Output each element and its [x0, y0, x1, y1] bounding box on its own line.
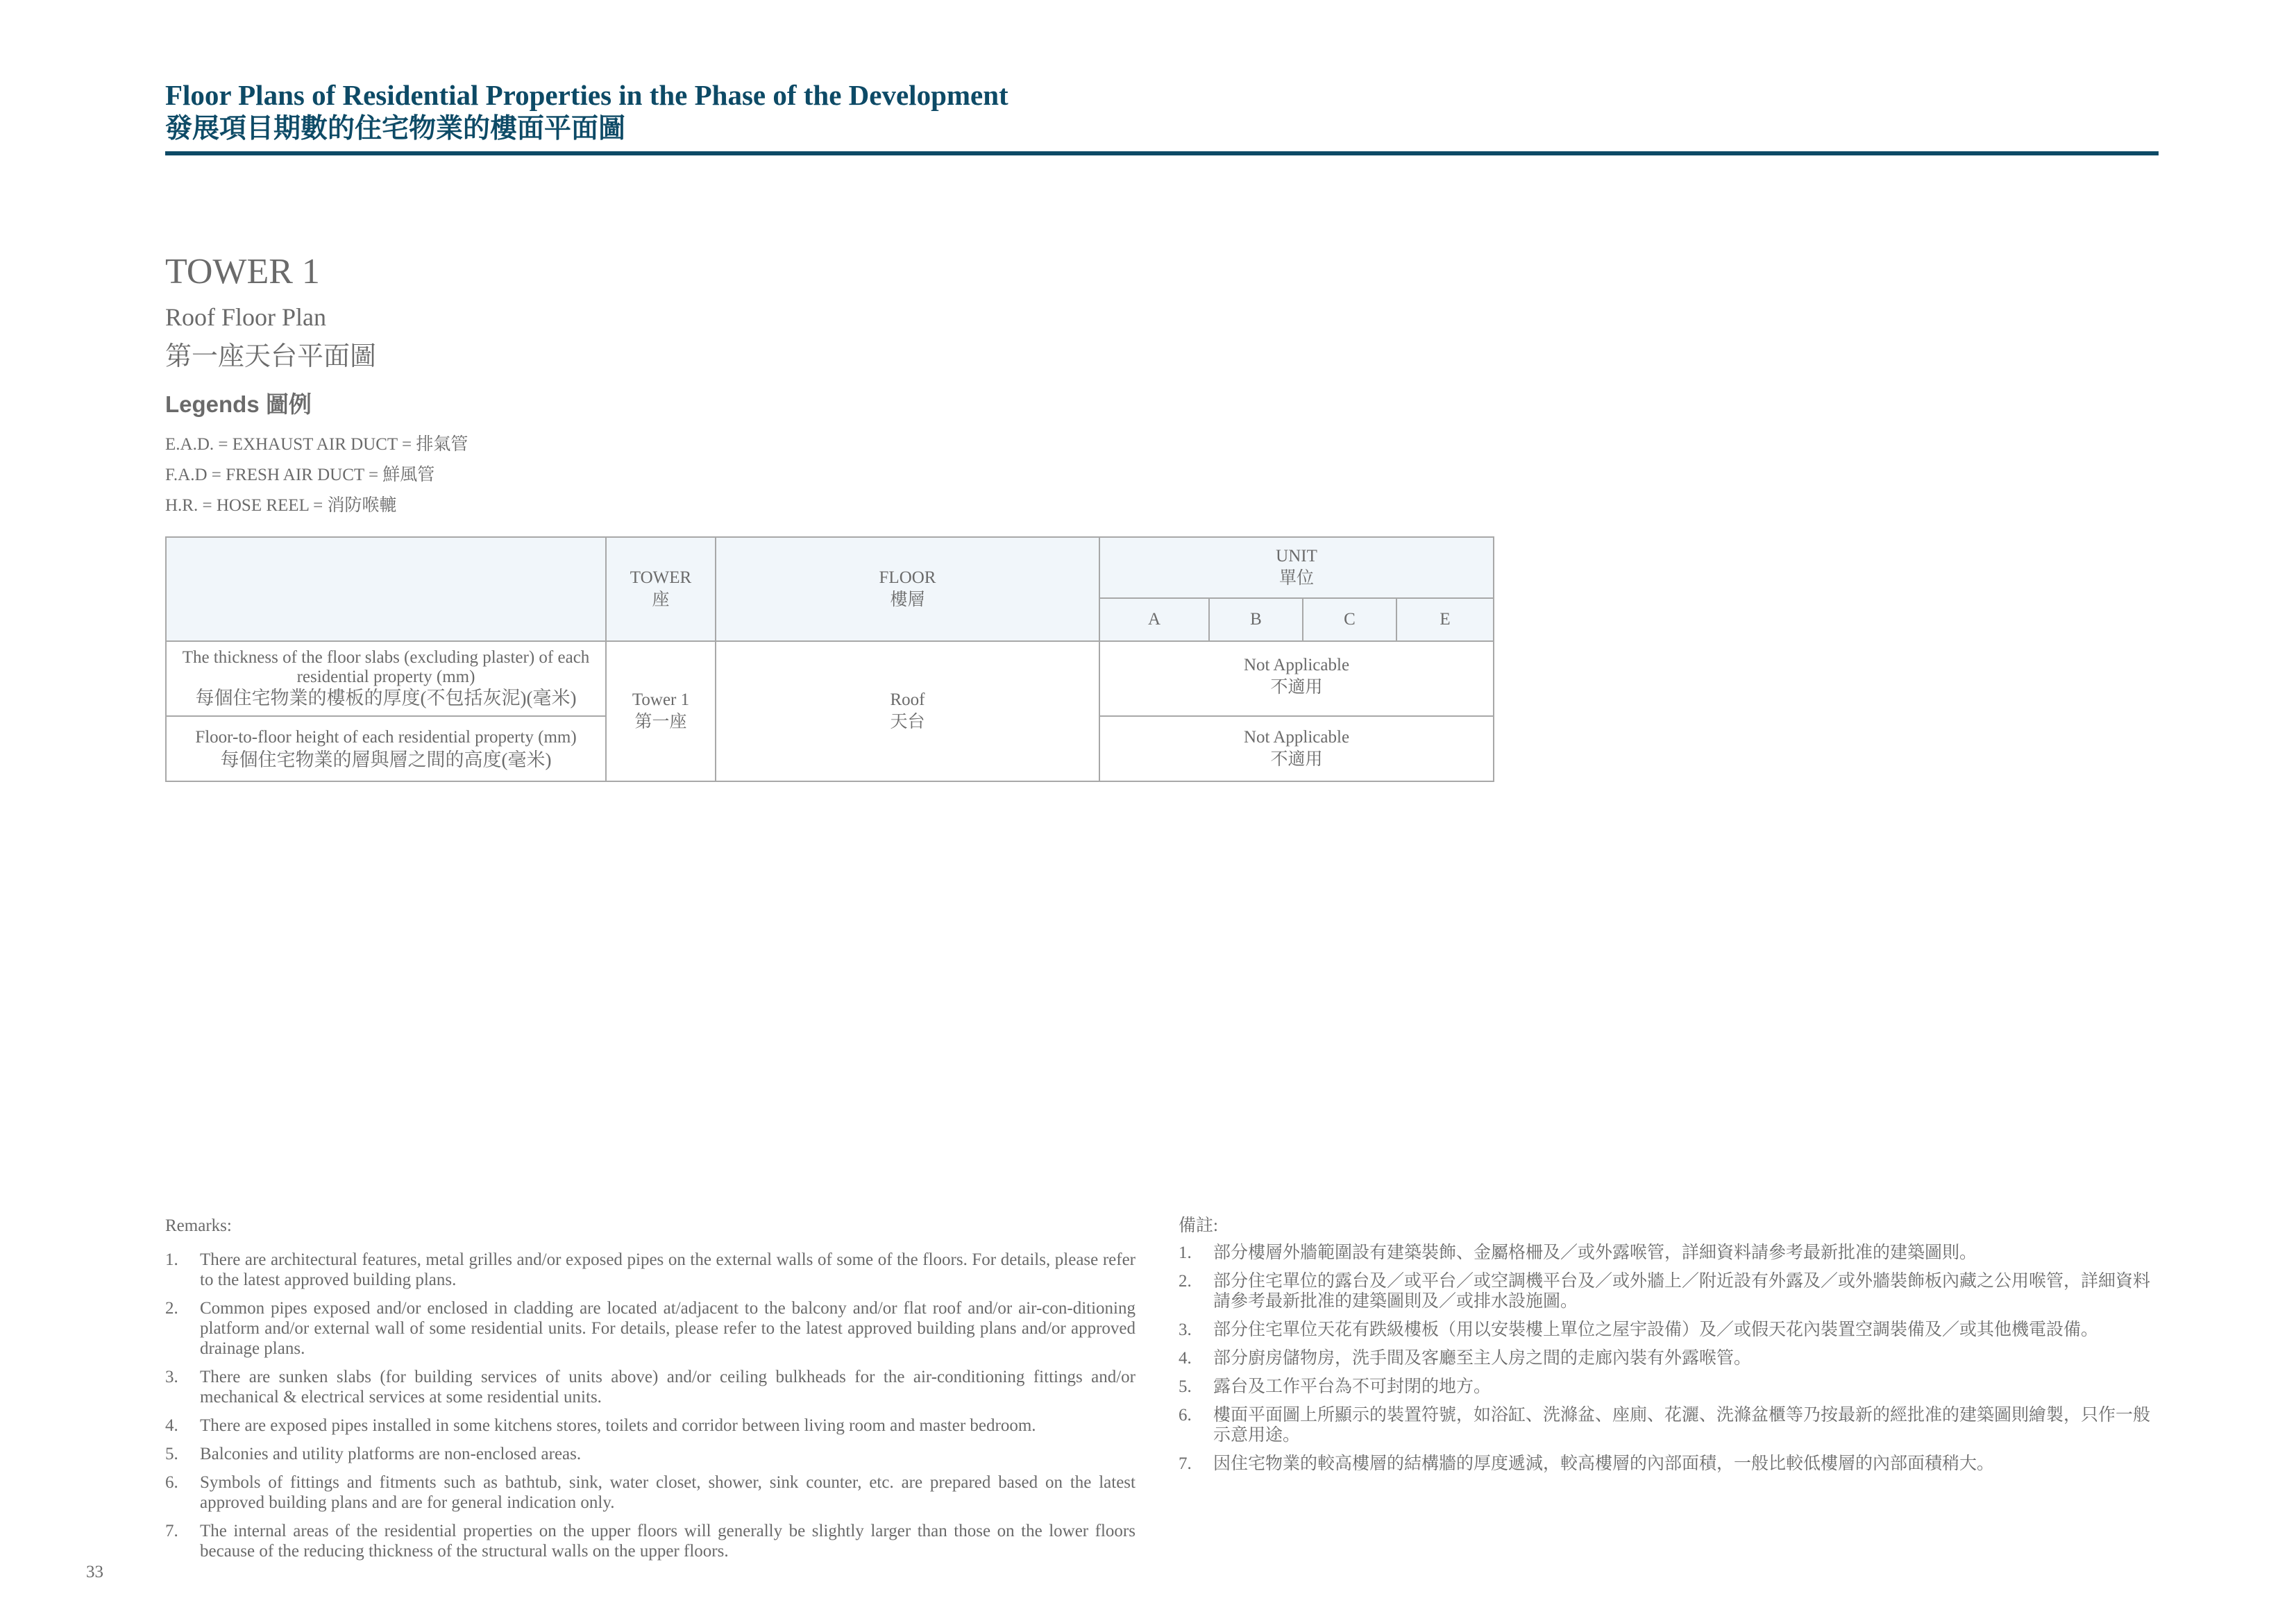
remark-item [165, 1416, 1136, 1436]
remark-item [165, 1250, 1136, 1290]
remark-number: 6. [1179, 1406, 1192, 1425]
remark-text: There are sunken slabs (for building services of units above) and/or ceiling bulkheads for the air-conditioning fittings and/or mechanical & electrical services at some residential units. [200, 1368, 1136, 1407]
remark-text: Symbols of fittings and fitments such as bathtub, sink, water closet, shower, sink counter, etc. are prepared based on the latest approved building plans and are for general indication only. [200, 1473, 1136, 1512]
tower-value-zh: 第一座 [634, 713, 687, 731]
remark-item [1179, 1243, 2159, 1263]
remark-text: 因住宅物業的較高樓層的結構牆的厚度遞減，較高樓層的內部面積，一般比較低樓層的內部面積稍大。 [1213, 1454, 1995, 1473]
header-title-zh: 發展項目期數的住宅物業的樓面平面圖 [165, 114, 626, 144]
value-en: Not Applicable [1243, 728, 1350, 747]
value-zh: 不適用 [1270, 750, 1323, 769]
floor-header-zh: 樓層 [890, 590, 925, 609]
remark-text: Balconies and utility platforms are non-enclosed areas. [200, 1445, 582, 1463]
remark-number: 1. [1179, 1243, 1192, 1262]
remarks-en [165, 1216, 1136, 1570]
table-header-tower [606, 537, 716, 641]
unit-header-en: UNIT [1276, 547, 1317, 566]
table-row [166, 641, 1494, 716]
tower-title: TOWER 1 [165, 252, 320, 291]
remark-item [1179, 1405, 2159, 1445]
remark-item [165, 1521, 1136, 1561]
row-label-en: Floor-to-floor height of each residential property (mm) [195, 728, 577, 747]
remark-text: There are architectural features, metal grilles and/or exposed pipes on the external walls of some of the floors. For details, please refer to the latest approved building plans. [200, 1250, 1136, 1289]
tower-cell [606, 641, 716, 781]
remark-number: 7. [1179, 1454, 1192, 1473]
remark-number: 2. [165, 1299, 178, 1318]
remarks-title-en: Remarks: [165, 1216, 232, 1235]
header-divider [165, 151, 2159, 155]
remark-text: 部分樓層外牆範圍設有建築裝飾、金屬格柵及／或外露喉管，詳細資料請參考最新批准的建築圖則。 [1213, 1243, 1977, 1262]
floor-spec-table [165, 536, 1494, 782]
header-title-en: Floor Plans of Residential Properties in the Phase of the Development [165, 79, 1008, 111]
legends-heading: Legends 圖例 [165, 391, 312, 417]
remark-text: There are exposed pipes installed in some kitchens stores, toilets and corridor between living room and master bedroom. [200, 1416, 1036, 1435]
table-header-floor [716, 537, 1099, 641]
remark-item [1179, 1271, 2159, 1311]
remark-text: 部分廚房儲物房，洗手間及客廳至主人房之間的走廊內裝有外露喉管。 [1213, 1349, 1752, 1368]
unit-column-header: C [1303, 598, 1396, 641]
remark-number: 3. [165, 1368, 178, 1386]
remark-item [1179, 1454, 2159, 1474]
tower-header-zh: 座 [652, 590, 670, 609]
legend-item: E.A.D. = EXHAUST AIR DUCT = 排氣管 [165, 435, 469, 454]
unit-header-zh: 單位 [1279, 569, 1315, 588]
plan-title-zh: 第一座天台平面圖 [165, 342, 377, 371]
row-label-floor-height [166, 716, 606, 781]
remark-number: 4. [165, 1416, 178, 1435]
remark-text: 部分住宅單位的露台及／或平台／或空調機平台及／或外牆上／附近設有外露及／或外牆裝飾板內藏之公用喉管，詳細資料請參考最新批准的建築圖則及／或排水設施圖。 [1213, 1272, 2151, 1311]
floor-value-zh: 天台 [890, 713, 925, 731]
floor-height-value [1099, 716, 1494, 781]
remark-number: 5. [165, 1445, 178, 1463]
remarks-zh [1179, 1216, 2159, 1482]
tower-value-en: Tower 1 [632, 690, 690, 709]
slab-thickness-value [1099, 641, 1494, 716]
remark-item [1179, 1348, 2159, 1368]
unit-column-header: B [1209, 598, 1303, 641]
remark-text: The internal areas of the residential properties on the upper floors will generally be slightly larger than those on the lower floors because of the reducing thickness of the structural walls on the upper floors. [200, 1522, 1136, 1561]
row-label-zh: 每個住宅物業的樓板的厚度(不包括灰泥)(毫米) [195, 688, 577, 708]
remark-item [1179, 1320, 2159, 1340]
remark-item [165, 1298, 1136, 1359]
legend-item: F.A.D = FRESH AIR DUCT = 鮮風管 [165, 466, 435, 484]
page-header [165, 78, 2159, 146]
remark-number: 2. [1179, 1272, 1192, 1291]
remark-item [165, 1367, 1136, 1407]
remark-item [165, 1472, 1136, 1513]
row-label-zh: 每個住宅物業的層與層之間的高度(毫米) [220, 749, 552, 770]
floor-cell [716, 641, 1099, 781]
remark-text: 樓面平面圖上所顯示的裝置符號，如浴缸、洗滌盆、座廁、花灑、洗滌盆櫃等乃按最新的經批准的建築圖則繪製，只作一般示意用途。 [1213, 1406, 2151, 1445]
remark-number: 6. [165, 1473, 178, 1492]
unit-column-header: E [1396, 598, 1494, 641]
remark-text: Common pipes exposed and/or enclosed in cladding are located at/adjacent to the balcony and/or flat roof and/or air-con-ditioning platform and/or external wall of some residential units. For details, please refer to the latest approved building plans and/or approved drainage plans. [200, 1299, 1136, 1358]
remark-number: 7. [165, 1522, 178, 1540]
remark-text: 露台及工作平台為不可封閉的地方。 [1213, 1377, 1492, 1396]
remark-number: 1. [165, 1250, 178, 1269]
table-header-blank [166, 537, 606, 641]
remark-number: 5. [1179, 1377, 1192, 1396]
remark-number: 4. [1179, 1349, 1192, 1368]
floor-value-en: Roof [890, 690, 925, 709]
page-number: 33 [86, 1563, 103, 1581]
row-label-en: The thickness of the floor slabs (excluding plaster) of each residential property (mm) [182, 648, 590, 686]
remarks-title-zh: 備註: [1179, 1216, 1218, 1235]
table-header-unit [1099, 537, 1494, 598]
floor-header-en: FLOOR [879, 568, 936, 587]
plan-title-en: Roof Floor Plan [165, 303, 327, 331]
remark-number: 3. [1179, 1320, 1192, 1339]
tower-header-en: TOWER [630, 568, 692, 587]
row-label-slab-thickness [166, 641, 606, 716]
value-zh: 不適用 [1270, 678, 1323, 697]
remark-text: 部分住宅單位天花有跌級樓板（用以安裝樓上單位之屋宇設備）及／或假天花內裝置空調裝備及／或其他機電設備。 [1213, 1320, 2099, 1339]
remark-item [1179, 1377, 2159, 1397]
legend-item: H.R. = HOSE REEL = 消防喉轆 [165, 496, 397, 515]
remark-item [165, 1444, 1136, 1464]
value-en: Not Applicable [1243, 656, 1350, 674]
unit-column-header: A [1099, 598, 1209, 641]
